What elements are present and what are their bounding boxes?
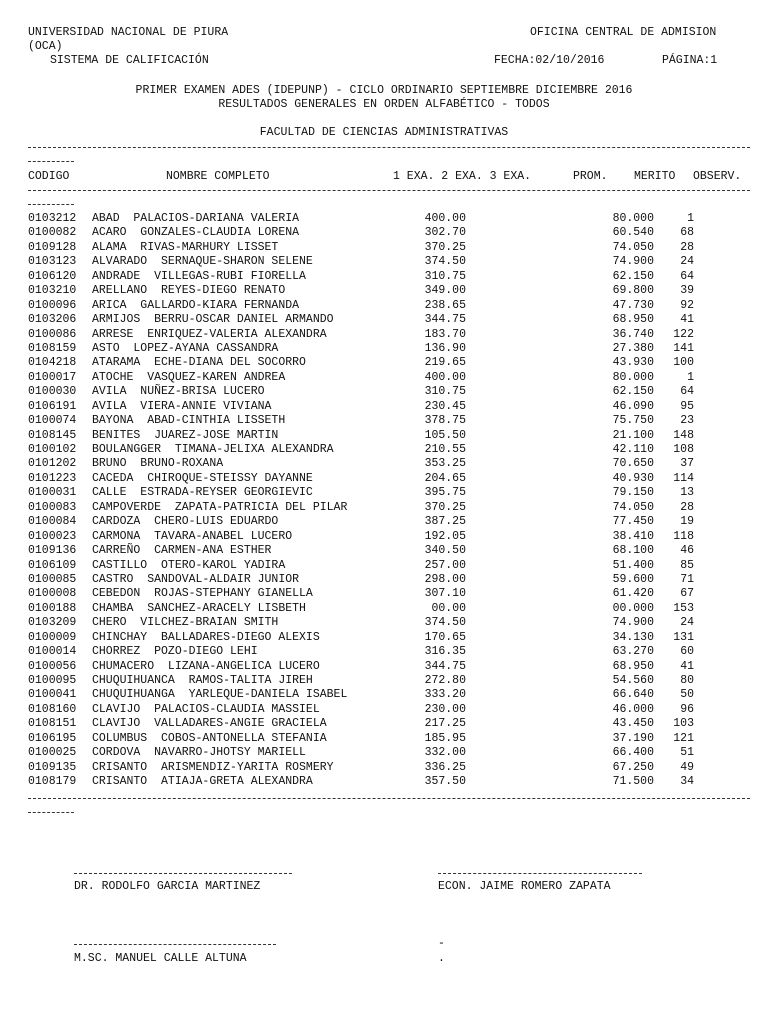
row-code: 0104218 — [28, 356, 77, 370]
row-exam-1-score: 378.75 — [424, 414, 466, 428]
table-row — [0, 472, 768, 486]
row-average: 46.000 — [612, 702, 654, 716]
row-full-name: ARELLANO REYES-DIEGO RENATO — [92, 284, 286, 298]
page-number: PÁGINA:1 — [662, 54, 718, 67]
row-code: 0100014 — [28, 645, 77, 659]
row-code: 0109135 — [28, 760, 77, 774]
table-row — [0, 501, 768, 515]
row-exam-1-score: 353.25 — [424, 457, 466, 471]
row-merit: 71 — [680, 572, 694, 586]
report-subtitle: RESULTADOS GENERALES EN ORDEN ALFABÉTICO - TODOS — [218, 98, 550, 111]
table-row — [0, 400, 768, 414]
row-merit: 68 — [680, 226, 694, 240]
row-code: 0101202 — [28, 457, 77, 471]
row-merit: 41 — [680, 659, 694, 673]
signature-name-left-bottom: M.SC. MANUEL CALLE ALTUNA — [74, 952, 247, 965]
signature-name-right-top: ECON. JAIME ROMERO ZAPATA — [438, 880, 611, 893]
row-code: 0100082 — [28, 226, 77, 240]
row-full-name: ACARO GONZALES-CLAUDIA LORENA — [92, 226, 300, 240]
row-merit: 19 — [680, 515, 694, 529]
row-exam-1-score: 316.35 — [424, 645, 466, 659]
row-exam-1-score: 257.00 — [424, 558, 466, 572]
office-name: OFICINA CENTRAL DE ADMISION — [530, 26, 717, 39]
row-exam-1-score: 332.00 — [424, 746, 466, 760]
row-code: 0106195 — [28, 731, 77, 745]
row-full-name: CEBEDON ROJAS-STEPHANY GIANELLA — [92, 587, 313, 601]
row-code: 0100074 — [28, 414, 77, 428]
signature-name-left-top: DR. RODOLFO GARCIA MARTINEZ — [74, 880, 261, 893]
table-row — [0, 255, 768, 269]
row-exam-1-score: 349.00 — [424, 284, 466, 298]
row-average: 74.900 — [612, 255, 654, 269]
row-average: 37.190 — [612, 731, 654, 745]
row-exam-1-score: 374.50 — [424, 255, 466, 269]
row-full-name: CACEDA CHIROQUE-STEISSY DAYANNE — [92, 471, 313, 485]
row-code: 0108151 — [28, 717, 77, 731]
row-merit: 46 — [680, 544, 694, 558]
row-code: 0103212 — [28, 212, 77, 225]
row-code: 0100017 — [28, 370, 77, 384]
table-row — [0, 342, 768, 356]
row-full-name: ABAD PALACIOS-DARIANA VALERIA — [92, 212, 300, 225]
table-row — [0, 270, 768, 284]
divider — [28, 798, 750, 799]
row-code: 0108159 — [28, 341, 77, 355]
row-merit: 96 — [680, 702, 694, 716]
row-merit: 64 — [680, 385, 694, 399]
signature-line — [74, 873, 292, 874]
table-row — [0, 587, 768, 601]
row-full-name: ARMIJOS BERRU-OSCAR DANIEL ARMANDO — [92, 313, 334, 327]
row-average: 75.750 — [612, 414, 654, 428]
row-average: 47.730 — [612, 298, 654, 312]
signature-dash-right-bottom: - — [438, 937, 445, 950]
row-merit: 100 — [673, 356, 694, 370]
row-average: 70.650 — [612, 457, 654, 471]
row-merit: 141 — [673, 341, 694, 355]
table-row — [0, 356, 768, 370]
row-exam-1-score: 298.00 — [424, 572, 466, 586]
row-full-name: CHORREZ POZO-DIEGO LEHI — [92, 645, 258, 659]
row-merit: 80 — [680, 674, 694, 687]
column-header-name: NOMBRE COMPLETO — [166, 170, 270, 183]
column-header-average: PROM. — [573, 170, 608, 183]
column-header-observations: OBSERV. — [693, 170, 742, 183]
row-average: 77.450 — [612, 515, 654, 529]
table-row — [0, 486, 768, 500]
row-full-name: BAYONA ABAD-CINTHIA LISSETH — [92, 414, 286, 428]
row-average: 51.400 — [612, 558, 654, 572]
row-average: 74.050 — [612, 500, 654, 514]
table-row — [0, 515, 768, 529]
row-full-name: CARDOZA CHERO-LUIS EDUARDO — [92, 515, 279, 529]
table-row — [0, 746, 768, 760]
row-average: 62.150 — [612, 269, 654, 283]
row-merit: 85 — [680, 558, 694, 572]
row-merit: 24 — [680, 255, 694, 269]
table-row — [0, 717, 768, 731]
row-exam-1-score: 00.00 — [431, 601, 466, 615]
row-average: 74.900 — [612, 616, 654, 630]
row-merit: 23 — [680, 414, 694, 428]
row-full-name: CHUQUIHUANCA RAMOS-TALITA JIREH — [92, 674, 313, 687]
table-row — [0, 544, 768, 558]
row-full-name: ALVARADO SERNAQUE-SHARON SELENE — [92, 255, 313, 269]
row-full-name: CHERO VILCHEZ-BRAIAN SMITH — [92, 616, 279, 630]
row-merit: 153 — [673, 601, 694, 615]
row-exam-1-score: 310.75 — [424, 385, 466, 399]
row-exam-1-score: 333.20 — [424, 688, 466, 702]
row-full-name: CHAMBA SANCHEZ-ARACELY LISBETH — [92, 601, 306, 615]
row-average: 66.640 — [612, 688, 654, 702]
row-full-name: CRISANTO ARISMENDIZ-YARITA ROSMERY — [92, 760, 334, 774]
row-merit: 64 — [680, 269, 694, 283]
row-merit: 50 — [680, 688, 694, 702]
row-exam-1-score: 357.50 — [424, 775, 466, 789]
table-row — [0, 226, 768, 240]
row-average: 42.110 — [612, 443, 654, 456]
table-row — [0, 414, 768, 428]
row-exam-1-score: 210.55 — [424, 443, 466, 456]
row-code: 0108160 — [28, 702, 77, 716]
table-row — [0, 241, 768, 255]
row-code: 0100041 — [28, 688, 77, 702]
system-name: SISTEMA DE CALIFICACIÓN — [50, 54, 209, 67]
row-merit: 122 — [673, 327, 694, 341]
row-code: 0109128 — [28, 240, 77, 254]
row-code: 0103210 — [28, 284, 77, 298]
row-average: 71.500 — [612, 775, 654, 789]
row-average: 80.000 — [612, 370, 654, 384]
row-full-name: AVILA VIERA-ANNIE VIVIANA — [92, 399, 272, 413]
row-average: 61.420 — [612, 587, 654, 601]
signature-line — [438, 873, 642, 874]
row-average: 46.090 — [612, 399, 654, 413]
university-name: UNIVERSIDAD NACIONAL DE PIURA — [28, 26, 229, 39]
signature-line — [74, 944, 276, 945]
table-row — [0, 371, 768, 385]
row-merit: 121 — [673, 731, 694, 745]
table-row — [0, 443, 768, 457]
row-code: 0100084 — [28, 515, 77, 529]
row-code: 0100188 — [28, 601, 77, 615]
column-header-exams: 1 EXA. 2 EXA. 3 EXA. — [393, 170, 532, 183]
faculty-name: FACULTAD DE CIENCIAS ADMINISTRATIVAS — [259, 126, 509, 139]
table-row — [0, 761, 768, 775]
row-average: 80.000 — [612, 212, 654, 225]
row-full-name: CARREÑO CARMEN-ANA ESTHER — [92, 544, 272, 558]
row-average: 67.250 — [612, 760, 654, 774]
row-full-name: CLAVIJO PALACIOS-CLAUDIA MASSIEL — [92, 702, 320, 716]
divider — [28, 204, 74, 205]
row-full-name: CASTRO SANDOVAL-ALDAIR JUNIOR — [92, 572, 300, 586]
row-average: 68.100 — [612, 544, 654, 558]
row-merit: 1 — [687, 370, 694, 384]
row-full-name: AVILA NUÑEZ-BRISA LUCERO — [92, 385, 265, 399]
column-header-merit: MERITO — [634, 170, 676, 183]
row-full-name: CLAVIJO VALLADARES-ANGIE GRACIELA — [92, 717, 327, 731]
row-merit: 1 — [687, 212, 694, 225]
row-merit: 37 — [680, 457, 694, 471]
table-row — [0, 775, 768, 789]
table-row — [0, 457, 768, 471]
row-code: 0100086 — [28, 327, 77, 341]
row-merit: 95 — [680, 399, 694, 413]
row-full-name: ATOCHE VASQUEZ-KAREN ANDREA — [92, 370, 286, 384]
row-exam-1-score: 219.65 — [424, 356, 466, 370]
row-code: 0108145 — [28, 428, 77, 442]
row-code: 0101223 — [28, 471, 77, 485]
row-merit: 39 — [680, 284, 694, 298]
row-merit: 13 — [680, 486, 694, 500]
row-full-name: CORDOVA NAVARRO-JHOTSY MARIELL — [92, 746, 306, 760]
row-code: 0100096 — [28, 298, 77, 312]
table-row — [0, 313, 768, 327]
signature-name-right-bottom: . — [438, 952, 445, 965]
row-code: 0109136 — [28, 544, 77, 558]
row-average: 21.100 — [612, 428, 654, 442]
row-average: 54.560 — [612, 674, 654, 687]
row-code: 0106120 — [28, 269, 77, 283]
divider — [28, 190, 750, 191]
row-full-name: ASTO LOPEZ-AYANA CASSANDRA — [92, 341, 279, 355]
report-date: FECHA:02/10/2016 — [494, 54, 605, 67]
row-average: 36.740 — [612, 327, 654, 341]
column-header-code: CODIGO — [28, 170, 70, 183]
row-full-name: CHUQUIHUANGA YARLEQUE-DANIELA ISABEL — [92, 688, 348, 702]
row-exam-1-score: 336.25 — [424, 760, 466, 774]
row-average: 43.450 — [612, 717, 654, 731]
row-average: 79.150 — [612, 486, 654, 500]
row-code: 0100056 — [28, 659, 77, 673]
row-code: 0103206 — [28, 313, 77, 327]
divider — [28, 812, 74, 813]
row-exam-1-score: 340.50 — [424, 544, 466, 558]
row-merit: 34 — [680, 775, 694, 789]
row-full-name: CARMONA TAVARA-ANABEL LUCERO — [92, 529, 293, 543]
row-code: 0100030 — [28, 385, 77, 399]
row-average: 60.540 — [612, 226, 654, 240]
table-row — [0, 385, 768, 399]
row-exam-1-score: 344.75 — [424, 313, 466, 327]
row-full-name: ANDRADE VILLEGAS-RUBI FIORELLA — [92, 269, 306, 283]
office-abbr: (OCA) — [28, 40, 63, 53]
row-average: 63.270 — [612, 645, 654, 659]
table-row — [0, 732, 768, 746]
row-exam-1-score: 400.00 — [424, 370, 466, 384]
row-average: 38.410 — [612, 529, 654, 543]
table-row — [0, 631, 768, 645]
row-exam-1-score: 395.75 — [424, 486, 466, 500]
row-merit: 131 — [673, 630, 694, 644]
row-merit: 51 — [680, 746, 694, 760]
row-full-name: BOULANGGER TIMANA-JELIXA ALEXANDRA — [92, 443, 334, 456]
row-full-name: CHINCHAY BALLADARES-DIEGO ALEXIS — [92, 630, 320, 644]
row-exam-1-score: 387.25 — [424, 515, 466, 529]
row-exam-1-score: 217.25 — [424, 717, 466, 731]
row-code: 0100083 — [28, 500, 77, 514]
table-row — [0, 573, 768, 587]
row-merit: 41 — [680, 313, 694, 327]
row-exam-1-score: 136.90 — [424, 341, 466, 355]
row-merit: 103 — [673, 717, 694, 731]
row-merit: 148 — [673, 428, 694, 442]
table-row — [0, 602, 768, 616]
row-average: 40.930 — [612, 471, 654, 485]
table-row — [0, 284, 768, 298]
row-code: 0100025 — [28, 746, 77, 760]
row-average: 68.950 — [612, 313, 654, 327]
table-row — [0, 212, 768, 226]
row-merit: 108 — [673, 443, 694, 456]
row-code: 0100095 — [28, 674, 77, 687]
row-full-name: ATARAMA ECHE-DIANA DEL SOCORRO — [92, 356, 306, 370]
row-average: 59.600 — [612, 572, 654, 586]
row-average: 27.380 — [612, 341, 654, 355]
table-row — [0, 299, 768, 313]
row-exam-1-score: 374.50 — [424, 616, 466, 630]
row-code: 0103209 — [28, 616, 77, 630]
table-row — [0, 616, 768, 630]
row-full-name: BRUNO BRUNO-ROXANA — [92, 457, 224, 471]
row-exam-1-score: 370.25 — [424, 240, 466, 254]
row-full-name: ARRESE ENRIQUEZ-VALERIA ALEXANDRA — [92, 327, 327, 341]
row-merit: 118 — [673, 529, 694, 543]
divider — [28, 147, 750, 148]
row-code: 0103123 — [28, 255, 77, 269]
row-exam-1-score: 230.00 — [424, 702, 466, 716]
row-exam-1-score: 170.65 — [424, 630, 466, 644]
row-code: 0100031 — [28, 486, 77, 500]
table-row — [0, 429, 768, 443]
results-table — [0, 212, 768, 790]
row-exam-1-score: 370.25 — [424, 500, 466, 514]
row-code: 0106191 — [28, 399, 77, 413]
row-code: 0100102 — [28, 443, 77, 456]
row-exam-1-score: 310.75 — [424, 269, 466, 283]
row-code: 0100023 — [28, 529, 77, 543]
row-exam-1-score: 238.65 — [424, 298, 466, 312]
row-full-name: ALAMA RIVAS-MARHURY LISSET — [92, 240, 279, 254]
row-exam-1-score: 204.65 — [424, 471, 466, 485]
table-row — [0, 328, 768, 342]
row-full-name: BENITES JUAREZ-JOSE MARTIN — [92, 428, 279, 442]
row-merit: 92 — [680, 298, 694, 312]
row-code: 0108179 — [28, 775, 77, 789]
row-average: 68.950 — [612, 659, 654, 673]
row-exam-1-score: 272.80 — [424, 674, 466, 687]
row-code: 0100008 — [28, 587, 77, 601]
row-average: 69.800 — [612, 284, 654, 298]
row-exam-1-score: 344.75 — [424, 659, 466, 673]
row-exam-1-score: 192.05 — [424, 529, 466, 543]
row-full-name: CAMPOVERDE ZAPATA-PATRICIA DEL PILAR — [92, 500, 348, 514]
row-full-name: CHUMACERO LIZANA-ANGELICA LUCERO — [92, 659, 320, 673]
divider — [28, 161, 74, 162]
row-merit: 28 — [680, 500, 694, 514]
row-exam-1-score: 230.45 — [424, 399, 466, 413]
row-full-name: ARICA GALLARDO-KIARA FERNANDA — [92, 298, 300, 312]
row-merit: 24 — [680, 616, 694, 630]
row-exam-1-score: 105.50 — [424, 428, 466, 442]
table-row — [0, 674, 768, 688]
row-exam-1-score: 302.70 — [424, 226, 466, 240]
table-row — [0, 660, 768, 674]
row-average: 74.050 — [612, 240, 654, 254]
row-full-name: CASTILLO OTERO-KAROL YADIRA — [92, 558, 286, 572]
row-exam-1-score: 400.00 — [424, 212, 466, 225]
row-merit: 67 — [680, 587, 694, 601]
table-row — [0, 688, 768, 702]
row-code: 0100085 — [28, 572, 77, 586]
row-average: 62.150 — [612, 385, 654, 399]
exam-title: PRIMER EXAMEN ADES (IDEPUNP) - CICLO ORDINARIO SEPTIEMBRE DICIEMBRE 2016 — [135, 84, 633, 97]
table-row — [0, 559, 768, 573]
row-merit: 49 — [680, 760, 694, 774]
row-average: 66.400 — [612, 746, 654, 760]
row-exam-1-score: 183.70 — [424, 327, 466, 341]
row-exam-1-score: 185.95 — [424, 731, 466, 745]
row-code: 0100009 — [28, 630, 77, 644]
row-full-name: CRISANTO ATIAJA-GRETA ALEXANDRA — [92, 775, 313, 789]
table-row — [0, 645, 768, 659]
table-row — [0, 530, 768, 544]
row-full-name: COLUMBUS COBOS-ANTONELLA STEFANIA — [92, 731, 327, 745]
row-merit: 60 — [680, 645, 694, 659]
row-merit: 28 — [680, 240, 694, 254]
row-code: 0106109 — [28, 558, 77, 572]
table-row — [0, 703, 768, 717]
row-average: 43.930 — [612, 356, 654, 370]
row-full-name: CALLE ESTRADA-REYSER GEORGIEVIC — [92, 486, 313, 500]
row-merit: 114 — [673, 471, 694, 485]
row-exam-1-score: 307.10 — [424, 587, 466, 601]
row-average: 00.000 — [612, 601, 654, 615]
row-average: 34.130 — [612, 630, 654, 644]
